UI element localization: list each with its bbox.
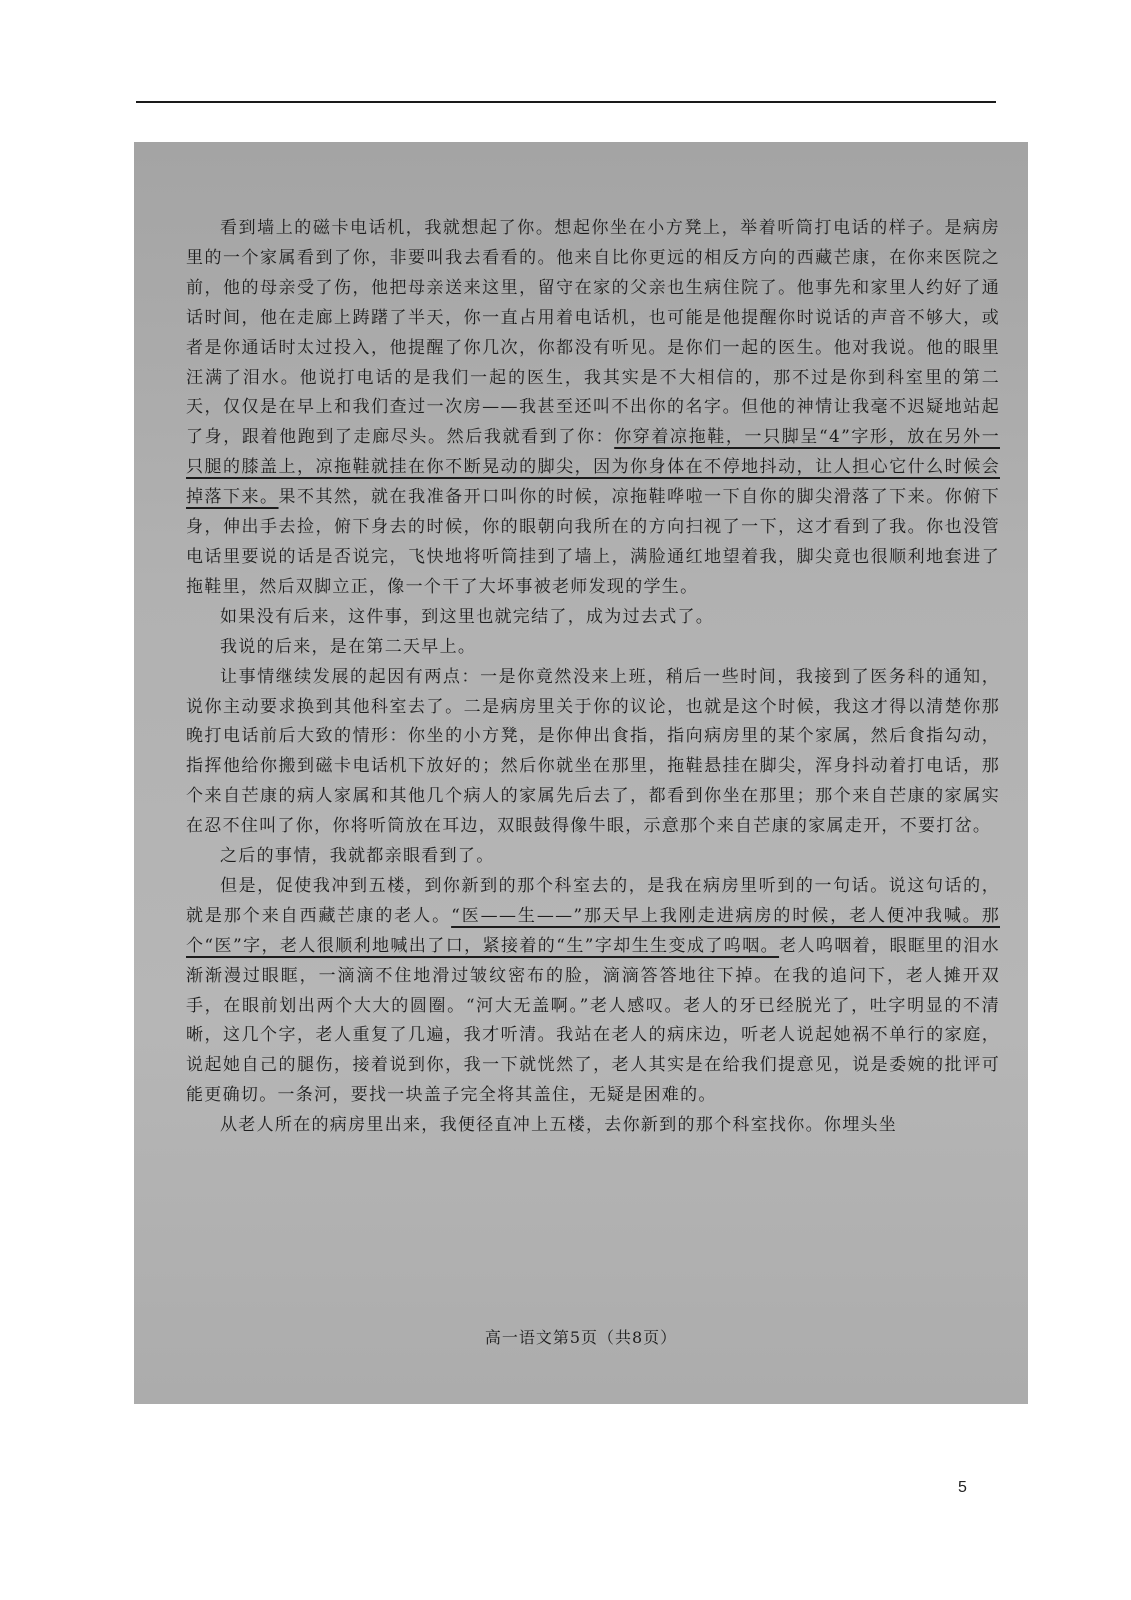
text-segment: 之后的事情，我就都亲眼看到了。 [220,846,495,867]
underlined-sentence: “医——生——”那天早上我刚走进病房的时候，老人便冲我喊。那个“医”字，老人很顺利地喊出了口，紧接着的“生”字却生生变成了呜咽。 [186,905,1000,956]
scanned-page-photo [134,142,1028,1404]
paragraph [186,633,1000,663]
paragraph [186,1111,1000,1141]
underlined-sentence: 你穿着凉拖鞋，一只脚呈“4”字形，放在另外一只腿的膝盖上，凉拖鞋就挂在你不断晃动的脚尖，因为你身体在不停地抖动，让人担心它什么时候会掉落下来。 [186,427,1000,508]
passage-text [186,214,1000,1141]
paragraph [186,872,1000,1111]
exam-footer: 高一语文第5页（共8页） [484,1328,678,1347]
text-segment: 看到墙上的磁卡电话机，我就想起了你。想起你坐在小方凳上，举着听筒打电话的样子。是病房里的一个家属看到了你，非要叫我去看看的。他来自比你更远的相反方向的西藏芒康，在你来医院之前，他的母亲受了伤，他把母亲送来这里，留守在家的父亲也生病住院了。他事先和家里人约好了通话时间，他在走廊上踌躇了半天，你一直占用着电话机，也可能是他提醒你时说话的声音不够大，或者是你通话时太过投入，他提醒了你几次，你都没有听见。是你们一起的医生。他对我说。他的眼里汪满了泪水。他说打电话的是我们一起的医生，我其实是不大相信的，那不过是你到科室里的第二天，仅仅是在早上和我们查过一次房——我甚至还叫不出你的名字。但他的神情让我毫不迟疑地站起了身，跟着他跑到了走廊尽头。然后我就看到了你： [186,218,1000,448]
page-number: 5 [958,1479,967,1496]
header-rule [136,101,996,103]
paragraph [186,842,1000,872]
text-segment: 让事情继续发展的起因有两点：一是你竟然没来上班，稍后一些时间，我接到了医务科的通知，说你主动要求换到其他科室去了。二是病房里关于你的议论，也就是这个时候，我这才得以清楚你那晚打电话前后大致的情形：你坐的小方凳，是你伸出食指，指向病房里的某个家属，然后食指勾动，指挥他给你搬到磁卡电话机下放好的；然后你就坐在那里，拖鞋悬挂在脚尖，浑身抖动着打电话，那个来自芒康的病人家属和其他几个病人的家属先后去了，都看到你坐在那里；那个来自芒康的家属实在忍不住叫了你，你将听筒放在耳边，双眼鼓得像牛眼，示意那个来自芒康的家属走开，不要打岔。 [186,666,1000,837]
text-segment: 老人呜咽着，眼眶里的泪水渐渐漫过眼眶，一滴滴不住地滑过皱纹密布的脸，滴滴答答地往下掉。在我的追问下，老人摊开双手，在眼前划出两个大大的圆圈。“河大无盖啊。”老人感叹。老人的牙已经脱光了，吐字明显的不清晰，这几个字，老人重复了几遍，我才听清。我站在老人的病床边，听老人说起她祸不单行的家庭，说起她自己的腿伤，接着说到你，我一下就恍然了，老人其实是在给我们提意见，说是委婉的批评可能更确切。一条河，要找一块盖子完全将其盖住，无疑是困难的。 [186,935,1000,1106]
paragraph [186,603,1000,633]
paragraph [186,663,1000,842]
text-segment: 如果没有后来，这件事，到这里也就完结了，成为过去式了。 [220,606,715,627]
text-segment: 从老人所在的病房里出来，我便径直冲上五楼，去你新到的那个科室找你。你埋头坐 [220,1115,898,1136]
text-segment: 但是，促使我冲到五楼，到你新到的那个科室去的，是我在病房里听到的一句话。说这句话的，就是那个来自西藏芒康的老人。 [186,875,1000,926]
paragraph [186,214,1000,603]
text-segment: 我说的后来，是在第二天早上。 [220,636,477,657]
text-segment: 果不其然，就在我准备开口叫你的时候，凉拖鞋哗啦一下自你的脚尖滑落了下来。你俯下身，伸出手去捡，俯下身去的时候，你的眼朝向我所在的方向扫视了一下，这才看到了我。你也没管电话里要说的话是否说完，飞快地将听筒挂到了墙上，满脸通红地望着我，脚尖竟也很顺利地套进了拖鞋里，然后双脚立正，像一个干了大坏事被老师发现的学生。 [186,487,1001,597]
